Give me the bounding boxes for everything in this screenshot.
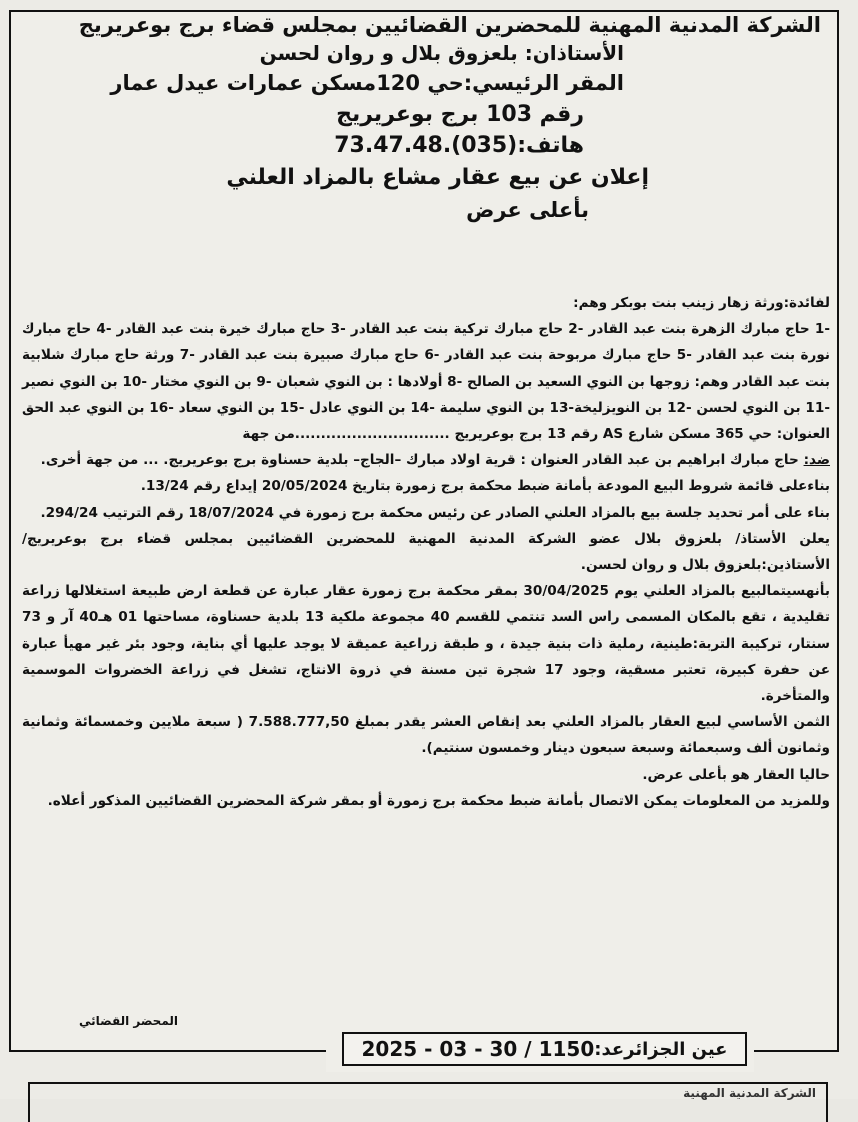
against-party-text: حاج مبارك ابراهيم بن عبد القادر العنوان : قرية اولاد مبارك –الجاج– بلدية حسناوة برج بوعريريج. ... من جهة أخرى. (40, 452, 804, 469)
conditions-paragraph: بناءعلى قائمة شروط البيع المودعة بأمانة ضبط محكمة برج زمورة بتاريخ 20/05/2024 إيداع رقم 13/24. (140, 478, 830, 495)
publication-reference (342, 1032, 747, 1066)
base-price-paragraph: الثمن الأساسي لبيع العقار بالمزاد العلني بعد إنقاص العشر يقدر بمبلغ 7.588.777,50 ( سبعة ملايين وخمسمائة وثمانية وثمانون ألف وسبعمائة وسبعة سبعون دينار وخمسون سنتيم). (22, 714, 830, 757)
bailiff-signature: المحضر القضائي (78, 1014, 178, 1028)
next-announcement-fragment: الشركة المدنية المهنية (683, 1086, 816, 1100)
heirs-list: -1 حاج مبارك الزهرة بنت عبد القادر -2 حاج مبارك تركية بنت عبد القادر -3 حاج مبارك خيرة بنت عبد القادر -4 حاج مبارك نورة بنت عبد القادر -5 حاج مبارك مربوحة بنت عبد القادر -6 حاج مبارك صبيرة بنت عبد القادر -7 ورثة حاج مبارك شلابية بنت عبد القادر وهم: زوجها بن النوي السعيد بن الصالح -8 أولادها : بن النوي شعبان -9 بن النوي مختار -10 بن النوي نصير -11 بن النوي لحسن -12 بن النويزليخة-13 بن النوي سليمة -14 بن النوي عادل -15 بن النوي سعاد -16 بن النوي عبد الحق العنوان: حي 365 مسكن شارع AS رقم 13 برج بوعريريج ..............................من جهة (22, 321, 830, 443)
address-number: رقم 103 برج بوعريريج (336, 102, 584, 127)
highest-bid-line: حاليا العقار هو بأعلى عرض. (642, 766, 830, 783)
announcement-header (9, 12, 839, 226)
against-party (22, 447, 830, 473)
bailiff-announcement-paragraph: يعلن الأستاذ/ بلعزوق بلال عضو الشركة المدنية المهنية للمحضرين القضائيين بمجلس قضاء برج بوعريريج/الأستاذين:بلعزوق بلال و روان لحسن. (22, 530, 830, 574)
contact-paragraph: وللمزيد من المعلومات يمكن الاتصال بأمانة ضبط محكمة برج زمورة أو بمقر شركة المحضرين القضائيين المذكور أعلاه. (47, 792, 830, 809)
against-label: ضد: (803, 452, 830, 469)
property-description-paragraph: بأنهسيتمالبيع بالمزاد العلني يوم 30/04/2025 بمقر محكمة برج زمورة عقار عبارة عن قطعة ارض طبيعة استغلالها زراعة تقليدية ، تقع بالمكان المسمى راس السد تنتمي للقسم 40 مجموعة ملكية 13 بلدية حسناوة، مساحتها 01 هـ40 آر و 73 سنتار، تركيبة التربة:طينية، رملية ذات بنية جيدة ، و طبقة زراعية عميقة لا يوجد عليها أي بناية، وجود بئر غير مهيأ عبارة عن حفرة كبيرة، تعتبر مسقية، وجود 17 شجرة تين مسنة في ذروة الانتاج، تشغل في زراعة الخضروات الموسمية والمتأخرة. (22, 583, 830, 705)
company-name: الشركة المدنية المهنية للمحضرين القضائيين بمجلس قضاء برج بوعريريج (78, 13, 821, 37)
next-announcement-frame (28, 1082, 828, 1122)
announcement-title: إعلان عن بيع عقار مشاع بالمزاد العلني (226, 165, 649, 190)
headquarters-address: المقر الرئيسي:حي 120مسكن عمارات عيدل عمار (110, 71, 624, 95)
announcement-body (22, 290, 830, 814)
announcement-subtitle: بأعلى عرض (466, 198, 589, 222)
beneficiary-line: لفائدة:ورثة زهار زينب بنت بوبكر وهم: (573, 295, 830, 311)
court-order-paragraph: بناء على أمر تحديد جلسة بيع بالمزاد العلني الصادر عن رئيس محكمة برج زمورة في 18/07/2024 رقم الترتيب 294/24. (40, 504, 830, 521)
phone-number: هاتف:(035).73.47.48 (334, 133, 584, 158)
reference-value: 1150 / 30 - 03 - 2025 (361, 1037, 595, 1061)
reference-label: عين الجزائرعد: (594, 1038, 728, 1060)
bailiffs-names: الأستاذان: بلعزوق بلال و روان لحسن (259, 41, 624, 65)
